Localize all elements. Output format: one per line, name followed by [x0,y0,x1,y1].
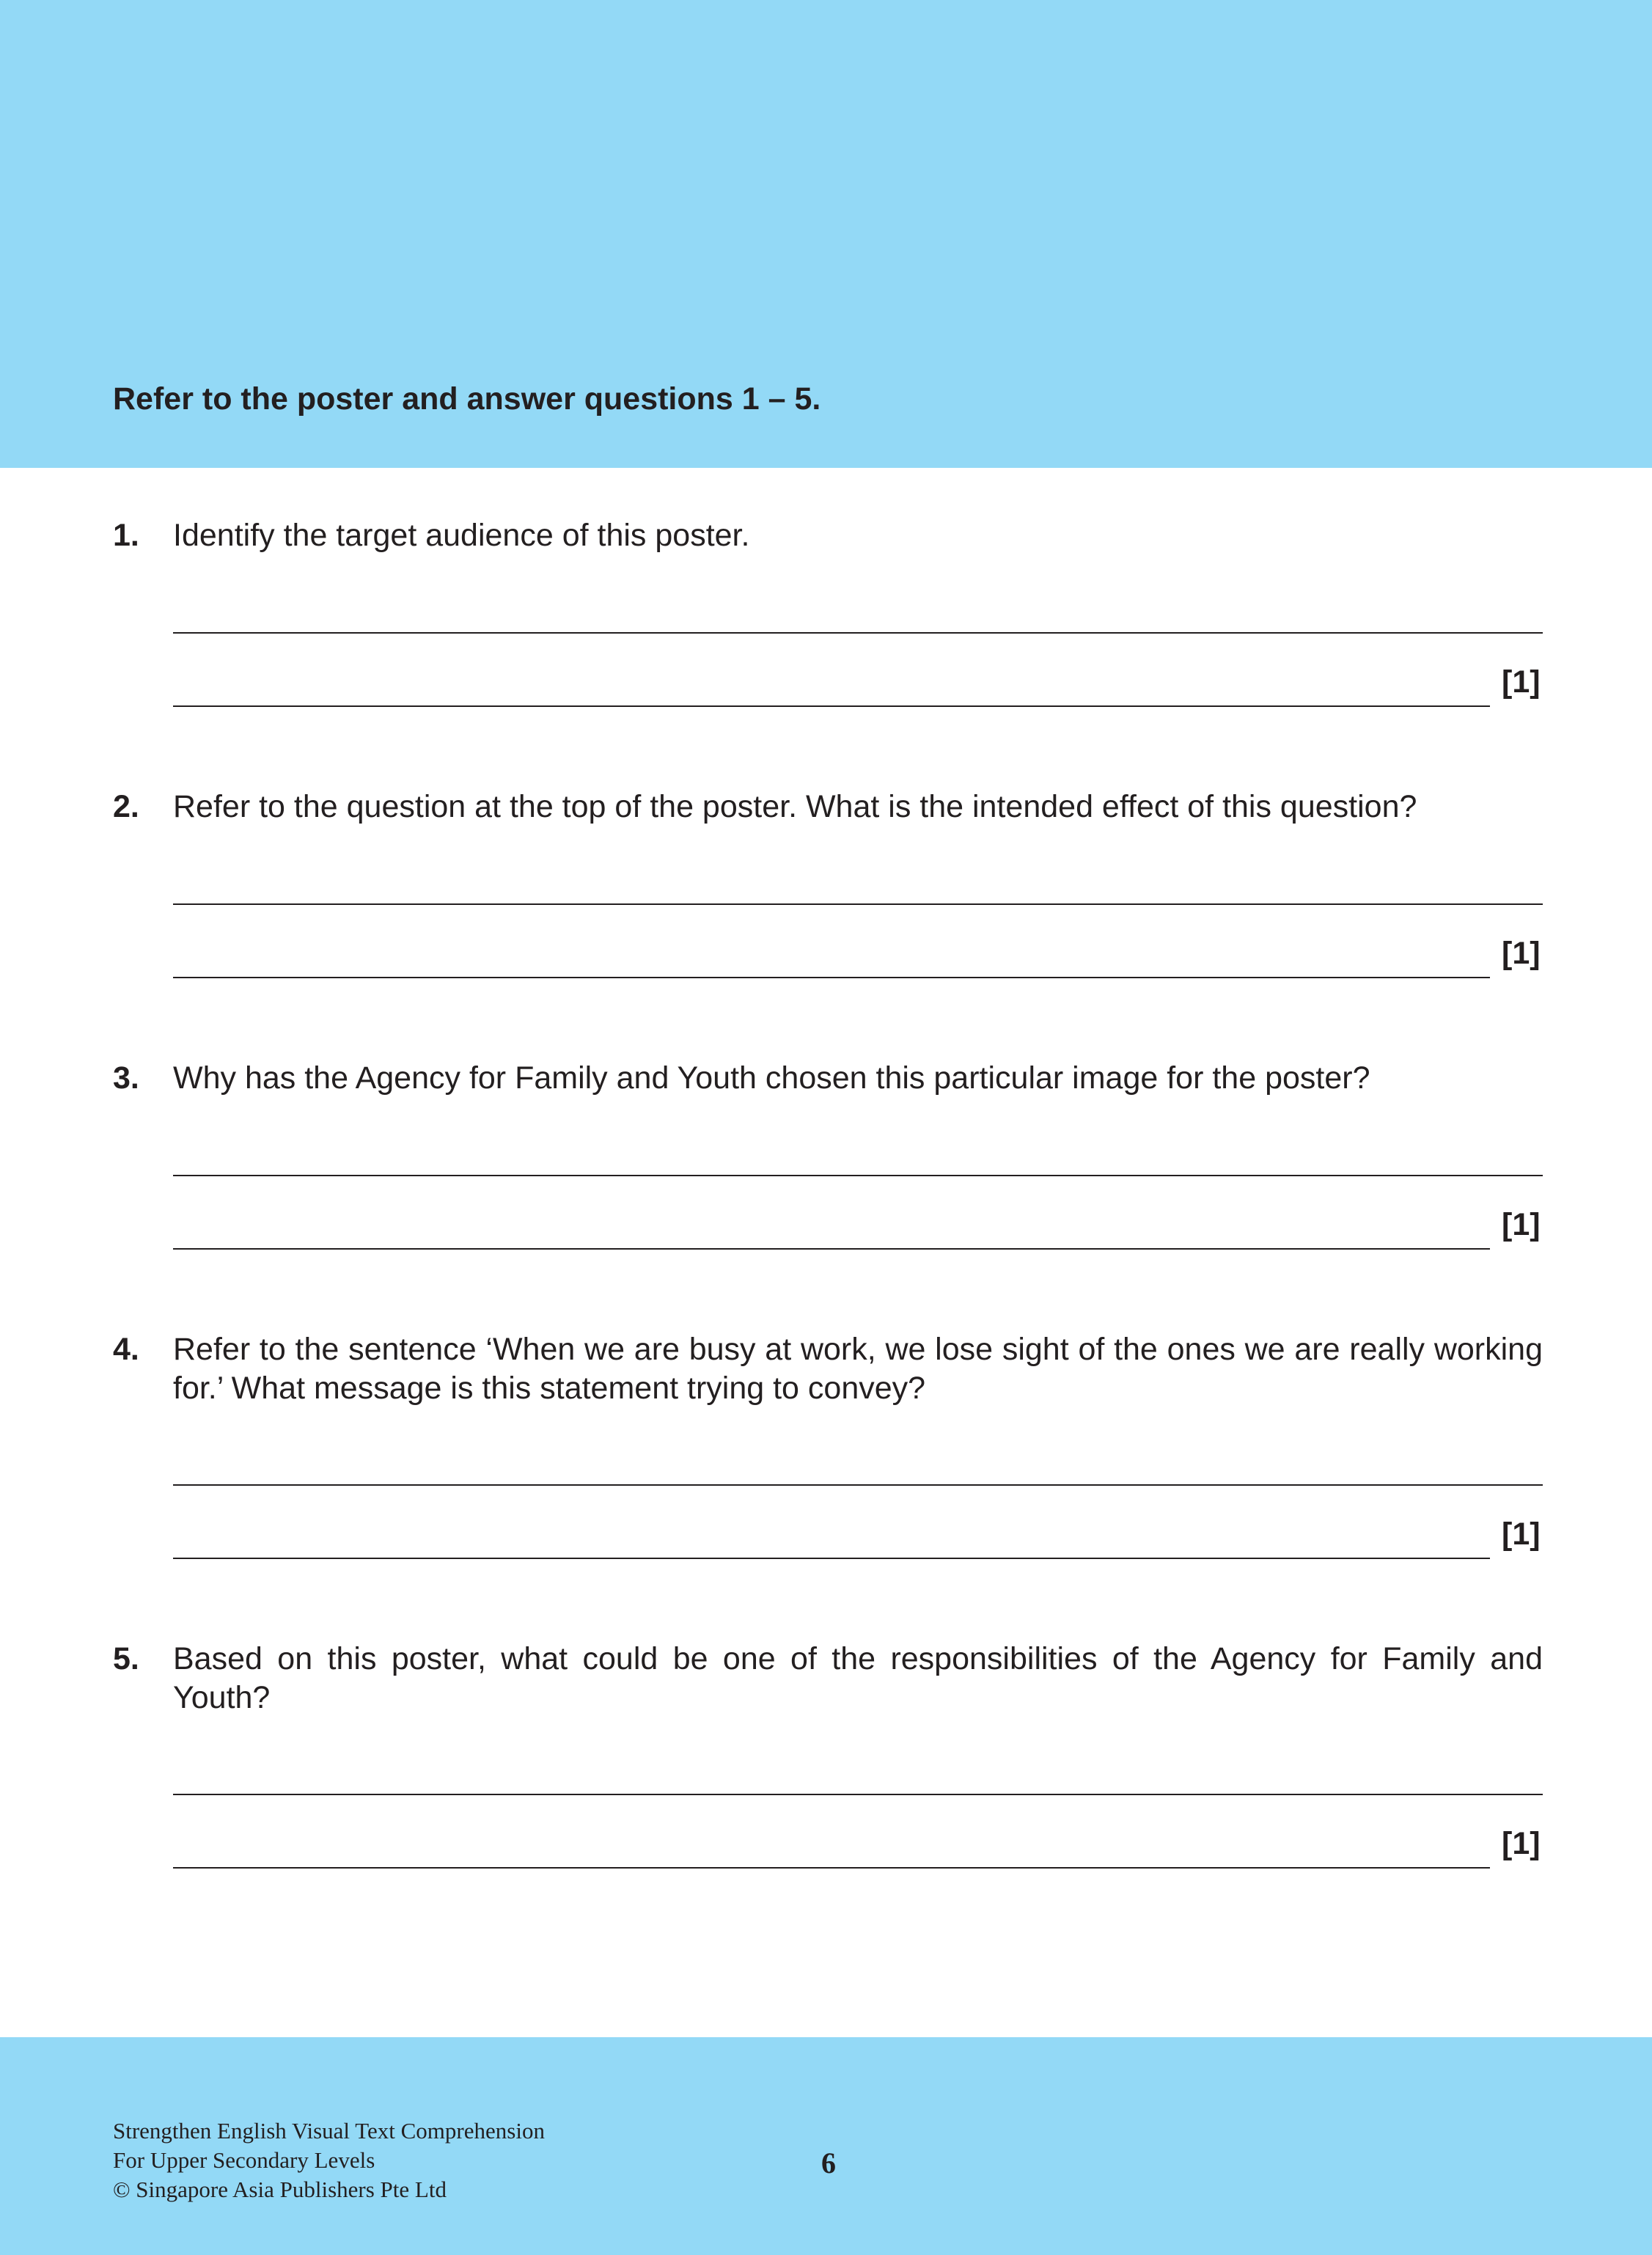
question-number: 2. [113,789,139,824]
question-text: Refer to the sentence ‘When we are busy at work, we lose sight of the ones we are really working for.’ What message is this statement trying to convey? [173,1332,1543,1406]
answer-line[interactable] [173,1794,1543,1795]
mark-allocation: [1] [1502,664,1541,700]
answer-line[interactable] [173,1175,1543,1176]
mark-allocation: [1] [1502,1517,1541,1552]
answer-line[interactable] [173,977,1490,978]
answer-line[interactable] [173,903,1543,905]
answer-line[interactable] [173,632,1543,634]
mark-allocation: [1] [1502,1826,1541,1861]
footer-credits [113,2116,545,2204]
answer-line[interactable] [173,1484,1543,1486]
footer-copyright: © Singapore Asia Publishers Pte Ltd [113,2177,447,2202]
instruction-heading: Refer to the poster and answer questions 1 – 5. [113,381,821,417]
question-text: Identify the target audience of this poster. [173,518,750,553]
page-number: 6 [821,2146,836,2179]
question-number: 4. [113,1332,139,1367]
answer-line[interactable] [173,1867,1490,1869]
mark-allocation: [1] [1502,1207,1541,1242]
mark-allocation: [1] [1502,936,1541,971]
footer-book-title: Strengthen English Visual Text Comprehension [113,2118,545,2144]
question-text: Based on this poster, what could be one of the responsibilities of the Agency for Family and Youth? [173,1641,1543,1715]
question-number: 3. [113,1060,139,1096]
answer-line[interactable] [173,1248,1490,1250]
answer-line[interactable] [173,1558,1490,1559]
answer-line[interactable] [173,705,1490,707]
question-text: Refer to the question at the top of the poster. What is the intended effect of this question? [173,789,1417,824]
question-text: Why has the Agency for Family and Youth chosen this particular image for the poster? [173,1060,1370,1096]
question-number: 1. [113,518,139,553]
footer-level: For Upper Secondary Levels [113,2147,375,2173]
question-number: 5. [113,1641,139,1676]
